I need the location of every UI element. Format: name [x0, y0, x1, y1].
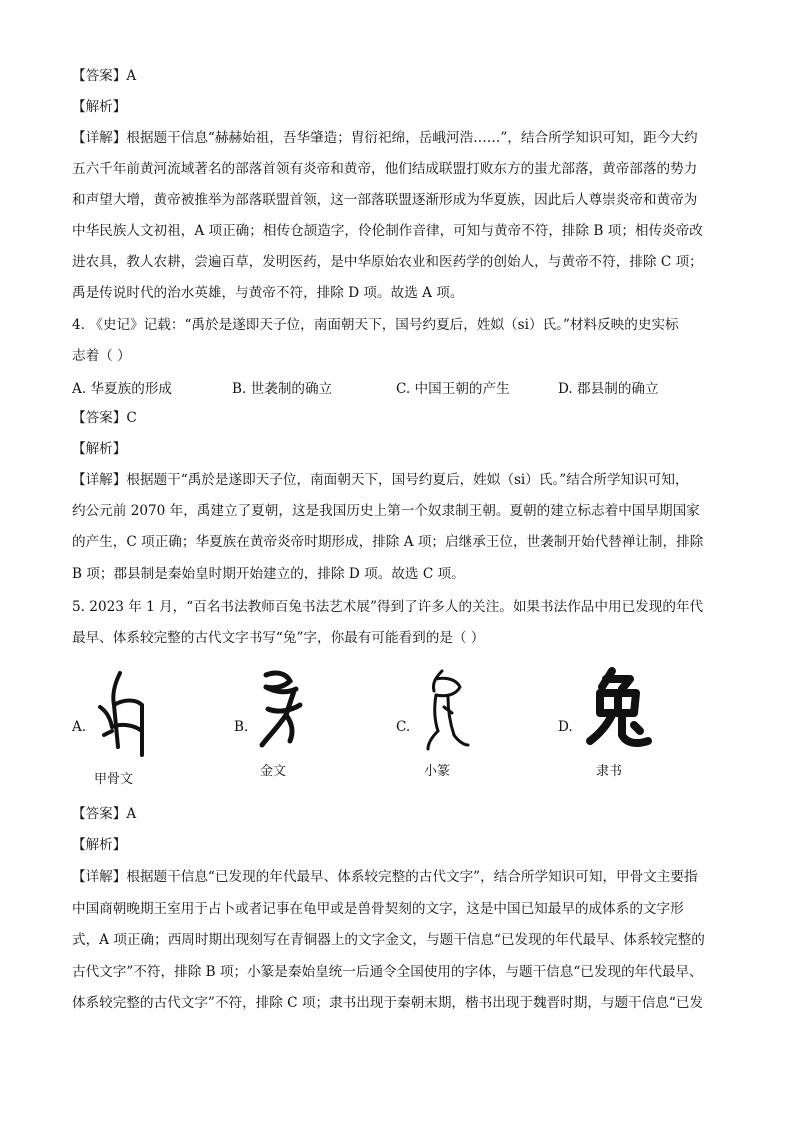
q5-detail-line-1: 【详解】根据题干信息“已发现的年代最早、体系较完整的古代文字”，结合所学知识可知，甲骨文主要指: [72, 869, 698, 885]
bronze-rabbit-glyph: [254, 665, 314, 755]
q5-detail-line-4: 古代文字”不符，排除 B 项；小篆是秦始皇统一后通令全国使用的字体，与题干信息“已发现的年代最早、: [72, 964, 703, 980]
q5-answer: 【答案】A: [72, 806, 137, 822]
q5-option-c-caption: 小篆: [424, 764, 451, 779]
q4-option-d: D. 郡县制的确立: [558, 381, 659, 397]
q4-stem-line-2: 志着（ ）: [72, 348, 131, 364]
q5-stem-line-2: 最早、体系较完整的古代文字书写“兔”字，你最有可能看到的是（ ）: [72, 630, 485, 646]
q4-options: [72, 377, 722, 399]
q3-detail-line-1: 【详解】根据题干信息“赫赫始祖，吾华肇造；胄衍祀绵，岳峨河浩……”，结合所学知识可知，距今大约: [72, 130, 698, 146]
q4-answer: 【答案】C: [72, 410, 137, 426]
q3-detail-line-3: 和声望大增，黄帝被推举为部落联盟首领，这一部落联盟逐渐形成为华夏族，因此后人尊崇炎帝和黄帝为: [72, 192, 698, 208]
q5-option-c: [396, 665, 546, 795]
q5-stem-line-1: 5. 2023 年 1 月，“百名书法教师百兔书法艺术展”得到了许多人的关注。如果书法作品中用已发现的年代: [72, 599, 704, 615]
q5-analysis-heading: 【解析】: [72, 837, 127, 853]
q5-option-a: [72, 665, 222, 795]
q4-detail-line-1: 【详解】根据题干“禹於是遂即天子位，南面朝天下，国号约夏后，姓姒（si）氏。”结合所学知识可知，: [72, 472, 689, 488]
q3-analysis-heading: 【解析】: [72, 99, 127, 115]
q4-detail-line-3: 的产生，C 项正确；华夏族在黄帝炎帝时期形成，排除 A 项；启继承王位，世袭制开始代替禅让制，排除: [72, 534, 704, 550]
q5-option-b: [234, 665, 384, 795]
q3-answer: 【答案】A: [72, 68, 137, 84]
q5-option-d: [558, 665, 718, 795]
q5-option-c-letter: C.: [396, 719, 411, 735]
small-seal-rabbit-glyph: [418, 665, 478, 755]
q5-option-d-letter: D.: [558, 719, 573, 735]
q4-option-a: A. 华夏族的形成: [72, 381, 173, 397]
q5-option-b-caption: 金文: [260, 764, 287, 779]
q4-stem-line-1: 4. 《史记》记载：“禹於是遂即天子位，南面朝天下，国号约夏后，姓姒（si）氏。”材料反映的史实标: [72, 317, 679, 333]
oracle-bone-rabbit-glyph: [90, 665, 150, 760]
q5-image-options: [72, 665, 722, 795]
q4-detail-line-2: 约公元前 2070 年，禹建立了夏朝，这是我国历史上第一个奴隶制王朝。夏朝的建立标志着中国早期国家: [72, 503, 700, 519]
q5-detail-line-2: 中国商朝晚期王室用于占卜或者记事在龟甲或是兽骨契刻的文字，这是中国已知最早的成体系的文字形: [72, 901, 684, 917]
q3-detail-line-2: 五六千年前黄河流域著名的部落首领有炎帝和黄帝，他们结成联盟打败东方的蚩尤部落，黄帝部落的势力: [72, 161, 698, 177]
q5-option-b-letter: B.: [234, 719, 249, 735]
clerical-rabbit-glyph: [584, 665, 654, 755]
q5-option-a-letter: A.: [72, 719, 87, 735]
q3-detail-line-5: 进农具，教人农耕，尝遍百草，发明医药，是中华原始农业和医药学的创始人，与黄帝不符，排除 C 项；: [72, 254, 703, 270]
q4-option-c: C. 中国王朝的产生: [396, 381, 510, 397]
q3-detail-line-4: 中华民族人文初祖，A 项正确；相传仓颉造字，伶伦制作音律，可知与黄帝不符，排除 B 项；相传炎帝改: [72, 223, 703, 239]
q3-detail-line-6: 禹是传说时代的治水英雄，与黄帝不符，排除 D 项。故选 A 项。: [72, 285, 464, 301]
q5-option-d-caption: 隶书: [596, 764, 623, 779]
q4-analysis-heading: 【解析】: [72, 441, 127, 457]
q5-detail-line-3: 式，A 项正确；西周时期出现刻写在青铜器上的文字金文，与题干信息“已发现的年代最早、体系较完整的: [72, 932, 705, 948]
q4-option-b: B. 世袭制的确立: [232, 381, 333, 397]
q5-detail-line-5: 体系较完整的古代文字”不符，排除 C 项；隶书出现于秦朝末期，楷书出现于魏晋时期，与题干信息“已发: [72, 995, 704, 1011]
q4-detail-line-4: B 项；郡县制是秦始皇时期开始建立的，排除 D 项。故选 C 项。: [72, 566, 465, 582]
q5-option-a-caption: 甲骨文: [94, 772, 134, 787]
